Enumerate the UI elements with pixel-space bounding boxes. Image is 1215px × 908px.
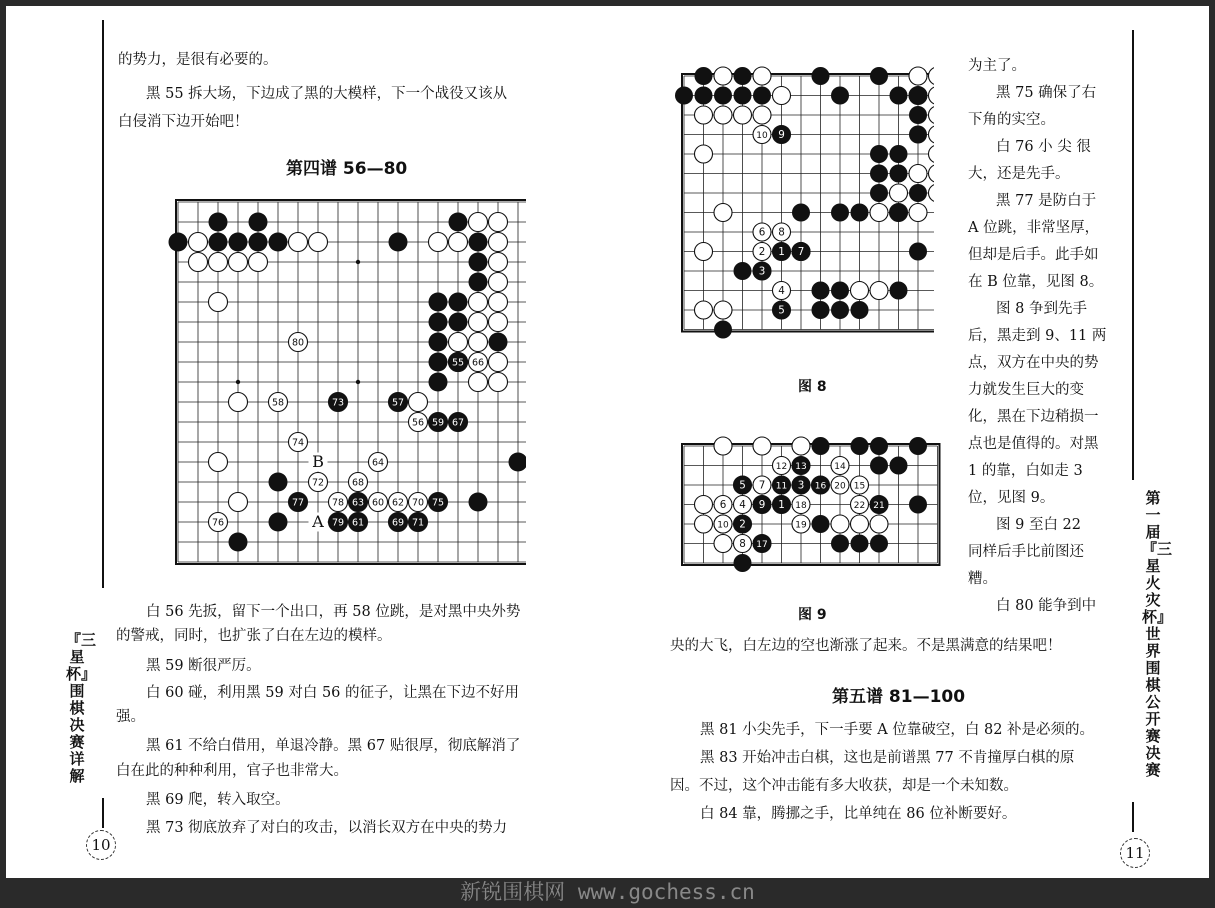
side-text-line: 糟。 (968, 571, 997, 587)
black-stone (169, 233, 188, 252)
black-stone (249, 233, 268, 252)
black-stone (890, 282, 908, 300)
right-margin-rule (1132, 30, 1134, 480)
black-stone (509, 453, 527, 472)
move-number-label: 5 (778, 304, 785, 317)
black-stone (734, 554, 752, 572)
black-stone (909, 87, 927, 105)
move-number-label: 71 (411, 517, 425, 529)
white-stone (909, 165, 927, 183)
move-number-label: 20 (834, 481, 846, 492)
left-intro-line-2: 黑 55 拆大场，下边成了黑的大模样，下一个战役又该从 (146, 86, 508, 102)
left-body-line-8: 黑 69 爬，转入取空。 (146, 792, 290, 808)
move-number-label: 8 (739, 537, 746, 550)
site-watermark: 新锐围棋网 www.gochess.cn (460, 880, 755, 904)
black-stone (909, 184, 927, 202)
left-margin-rule-lower (102, 798, 104, 828)
move-number-label: 66 (471, 357, 485, 369)
black-stone (812, 437, 830, 455)
white-stone (489, 373, 508, 392)
black-stone (890, 87, 908, 105)
right-body-line-2: 黑 83 开始冲击白棋，这也是前谱黑 77 不肯撞厚白棋的原 (700, 750, 1075, 766)
move-number-label: 1 (778, 245, 785, 258)
black-stone (695, 67, 713, 85)
side-text-line: 同样后手比前图还 (968, 544, 1084, 560)
white-stone (209, 293, 228, 312)
black-stone (714, 321, 732, 339)
white-stone (753, 437, 771, 455)
side-text-line: 图 8 争到先手 (996, 301, 1087, 317)
side-text-line: 黑 77 是防白于 (996, 193, 1097, 209)
black-stone (870, 67, 888, 85)
black-stone (812, 67, 830, 85)
move-number-label: 60 (371, 497, 385, 509)
side-text-line: 力就发生巨大的变 (968, 382, 1084, 398)
move-number-label: 22 (853, 500, 866, 511)
move-number-label: 67 (451, 417, 465, 429)
move-number-label: 61 (351, 517, 365, 529)
white-stone (289, 233, 308, 252)
side-text-line: 但却是后手。此手如 (968, 247, 1099, 263)
white-stone (469, 373, 488, 392)
white-stone (929, 87, 935, 105)
black-stone (870, 165, 888, 183)
right-running-header: 第一届『三星火灾杯』世界围棋公开赛决赛 (1142, 489, 1173, 779)
white-stone (409, 393, 428, 412)
white-stone (831, 515, 849, 533)
white-stone (489, 213, 508, 232)
right-body-line-1: 黑 81 小尖先手，下一手要 A 位靠破空，白 82 补是必须的。 (700, 722, 1095, 738)
side-text-line: 大，还是先手。 (968, 166, 1070, 182)
right-continuation-line: 央的大飞，白左边的空也渐涨了起来。不是黑满意的结果吧！ (670, 638, 1062, 654)
white-stone (929, 184, 935, 202)
white-stone (714, 535, 732, 553)
white-stone (714, 106, 732, 124)
white-stone (714, 301, 732, 319)
white-stone (469, 333, 488, 352)
black-stone (890, 204, 908, 222)
white-stone (229, 393, 248, 412)
move-number-label: 12 (775, 461, 788, 472)
move-number-label: 15 (853, 481, 866, 492)
move-number-label: 2 (739, 518, 746, 531)
white-stone (851, 282, 869, 300)
black-stone (870, 184, 888, 202)
left-section-title: 第四谱 56—80 (286, 159, 408, 179)
black-stone (812, 301, 830, 319)
black-stone (469, 493, 488, 512)
black-stone (449, 293, 468, 312)
left-page-number: 10 (86, 830, 116, 860)
black-stone (389, 233, 408, 252)
black-stone (269, 513, 288, 532)
white-stone (489, 313, 508, 332)
black-stone (449, 213, 468, 232)
move-number-label: 58 (271, 397, 285, 409)
left-margin-rule (102, 20, 104, 588)
right-body-line-4: 白 84 靠，腾挪之手，比单纯在 86 位补断要好。 (700, 806, 1017, 822)
white-stone (189, 253, 208, 272)
black-stone (812, 515, 830, 533)
move-number-label: 18 (795, 500, 807, 511)
white-stone (929, 106, 935, 124)
white-stone (695, 496, 713, 514)
white-stone (753, 67, 771, 85)
point-letter-label: A (312, 512, 324, 532)
white-stone (209, 453, 228, 472)
side-text-line: A 位跳，非常坚厚， (968, 220, 1100, 236)
move-number-label: 21 (873, 500, 885, 511)
black-stone (429, 353, 448, 372)
white-stone (714, 204, 732, 222)
black-stone (831, 535, 849, 553)
white-stone (489, 293, 508, 312)
move-number-label: 6 (719, 498, 727, 511)
black-stone (229, 533, 248, 552)
left-body-line-4: 白 60 碰，利用黑 59 对白 56 的征子，让黑在下边不好用 (146, 685, 520, 701)
move-number-label: 1 (778, 498, 785, 511)
move-number-label: 74 (291, 437, 305, 449)
white-stone (229, 253, 248, 272)
move-number-label: 64 (371, 457, 385, 469)
white-stone (429, 233, 448, 252)
white-stone (929, 126, 935, 144)
black-stone (269, 473, 288, 492)
white-stone (695, 243, 713, 261)
black-stone (831, 87, 849, 105)
move-number-label: 8 (778, 226, 785, 239)
white-stone (851, 515, 869, 533)
side-text-line: 为主了。 (968, 58, 1026, 74)
white-stone (734, 106, 752, 124)
left-body-line-7: 白在此的种种利用，官子也非常大。 (116, 763, 348, 779)
side-text-line: 化，黑在下边稍损一 (968, 409, 1099, 425)
white-stone (489, 233, 508, 252)
black-stone (269, 233, 288, 252)
black-stone (675, 87, 693, 105)
right-margin-rule-lower (1132, 802, 1134, 832)
move-number-label: 63 (351, 497, 365, 509)
star-point (356, 380, 360, 384)
white-stone (695, 515, 713, 533)
black-stone (695, 87, 713, 105)
white-stone (714, 437, 732, 455)
white-stone (773, 87, 791, 105)
move-number-label: 10 (717, 520, 729, 531)
white-stone (449, 233, 468, 252)
white-stone (870, 282, 888, 300)
white-stone (489, 253, 508, 272)
side-text-line: 白 80 能争到中 (996, 598, 1097, 614)
move-number-label: 78 (331, 497, 345, 509)
white-stone (792, 437, 810, 455)
move-number-label: 14 (834, 461, 846, 472)
black-stone (870, 457, 888, 475)
black-stone (429, 313, 448, 332)
side-text-line: 在 B 位靠，见图 8。 (968, 274, 1104, 290)
side-text-line: 图 9 至白 22 (996, 517, 1082, 533)
black-stone (209, 213, 228, 232)
side-text-line: 点也是值得的。对黑 (968, 436, 1099, 452)
move-number-label: 19 (795, 520, 807, 531)
move-number-label: 59 (431, 417, 445, 429)
side-text-line: 1 的靠，白如走 3 (968, 463, 1083, 479)
move-number-label: 69 (391, 517, 405, 529)
left-body-line-3: 黑 59 断很严厉。 (146, 658, 261, 674)
black-stone (851, 437, 869, 455)
move-number-label: 70 (411, 497, 425, 509)
black-stone (469, 253, 488, 272)
move-number-label: 13 (795, 461, 807, 472)
black-stone (870, 535, 888, 553)
move-number-label: 4 (739, 498, 746, 511)
black-stone (812, 282, 830, 300)
white-stone (469, 293, 488, 312)
white-stone (249, 253, 268, 272)
go-board-diagram-56-80 (166, 190, 526, 570)
black-stone (489, 333, 508, 352)
white-stone (929, 145, 935, 163)
black-stone (890, 165, 908, 183)
white-stone (929, 67, 935, 85)
black-stone (469, 273, 488, 292)
move-number-label: 5 (739, 479, 746, 492)
star-point (356, 260, 360, 264)
black-stone (831, 282, 849, 300)
black-stone (851, 535, 869, 553)
white-stone (890, 184, 908, 202)
black-stone (870, 437, 888, 455)
go-board-figure-9 (674, 436, 948, 576)
white-stone (870, 515, 888, 533)
white-stone (209, 253, 228, 272)
white-stone (909, 67, 927, 85)
move-number-label: 4 (778, 284, 785, 297)
side-text-line: 点，双方在中央的势 (968, 355, 1099, 371)
white-stone (189, 233, 208, 252)
move-number-label: 56 (411, 417, 425, 429)
move-number-label: 7 (797, 245, 805, 258)
black-stone (734, 67, 752, 85)
left-body-line-6: 黑 61 不给白借用，单退冷静。黑 67 贴很厚，彻底解消了 (146, 738, 521, 754)
right-section-title: 第五谱 81—100 (832, 687, 966, 707)
white-stone (695, 106, 713, 124)
white-stone (714, 67, 732, 85)
side-text-line: 黑 75 确保了右 (996, 85, 1097, 101)
black-stone (870, 145, 888, 163)
white-stone (489, 273, 508, 292)
move-number-label: 76 (211, 517, 225, 529)
black-stone (469, 233, 488, 252)
move-number-label: 55 (451, 357, 465, 369)
white-stone (870, 204, 888, 222)
move-number-label: 72 (311, 477, 325, 489)
side-text-line: 位，见图 9。 (968, 490, 1055, 506)
book-spread (6, 6, 1209, 878)
white-stone (229, 493, 248, 512)
black-stone (449, 313, 468, 332)
white-stone (929, 165, 935, 183)
black-stone (851, 204, 869, 222)
move-number-label: 9 (758, 498, 766, 511)
right-body-line-3: 因。不过，这个冲击能有多大收获，却是一个未知数。 (670, 778, 1018, 794)
black-stone (429, 373, 448, 392)
black-stone (909, 496, 927, 514)
move-number-label: 6 (758, 226, 766, 239)
move-number-label: 73 (331, 397, 345, 409)
white-stone (469, 213, 488, 232)
black-stone (209, 233, 228, 252)
left-body-line-5: 强。 (116, 709, 145, 725)
left-body-line-1: 白 56 先扳，留下一个出口，再 58 位跳，是对黑中央外势 (146, 604, 521, 620)
move-number-label: 77 (291, 497, 305, 509)
move-number-label: 75 (431, 497, 445, 509)
black-stone (734, 262, 752, 280)
go-board-figure-8 (674, 66, 934, 346)
move-number-label: 9 (778, 128, 785, 141)
move-number-label: 79 (331, 517, 345, 529)
black-stone (909, 126, 927, 144)
move-number-label: 11 (775, 481, 788, 492)
left-intro-line-1: 的势力，是很有必要的。 (118, 52, 278, 68)
white-stone (449, 333, 468, 352)
black-stone (831, 204, 849, 222)
side-text-line: 后，黑走到 9、11 两 (968, 328, 1107, 344)
black-stone (890, 145, 908, 163)
left-running-header: 『三星杯』围棋决赛详解 (66, 631, 97, 785)
black-stone (229, 233, 248, 252)
move-number-label: 10 (756, 130, 768, 141)
black-stone (890, 457, 908, 475)
black-stone (909, 437, 927, 455)
white-stone (309, 233, 328, 252)
move-number-label: 7 (758, 479, 766, 492)
black-stone (851, 301, 869, 319)
black-stone (429, 293, 448, 312)
left-intro-line-3: 白侵消下边开始吧！ (118, 114, 249, 130)
move-number-label: 57 (391, 397, 405, 409)
white-stone (695, 301, 713, 319)
white-stone (909, 204, 927, 222)
black-stone (909, 106, 927, 124)
black-stone (249, 213, 268, 232)
move-number-label: 3 (797, 479, 805, 492)
move-number-label: 62 (391, 497, 405, 509)
white-stone (695, 145, 713, 163)
left-body-line-2: 的警戒，同时，也扩张了白在左边的模样。 (116, 628, 392, 644)
side-text-line: 白 76 小 尖 很 (996, 139, 1091, 155)
white-stone (469, 313, 488, 332)
figure-9-caption: 图 9 (798, 607, 827, 623)
left-body-line-9: 黑 73 彻底放弃了对白的攻击，以消长双方在中央的势力 (146, 820, 508, 836)
move-number-label: 16 (814, 481, 827, 492)
move-number-label: 17 (756, 539, 768, 550)
black-stone (734, 87, 752, 105)
figure-8-caption: 图 8 (798, 379, 827, 395)
side-text-line: 下角的实空。 (968, 112, 1055, 128)
black-stone (753, 87, 771, 105)
black-stone (909, 243, 927, 261)
right-page-number: 11 (1120, 838, 1150, 868)
white-stone (489, 353, 508, 372)
move-number-label: 3 (758, 265, 766, 278)
move-number-label: 80 (291, 337, 305, 349)
black-stone (831, 301, 849, 319)
star-point (236, 380, 240, 384)
black-stone (792, 204, 810, 222)
black-stone (714, 87, 732, 105)
white-stone (753, 106, 771, 124)
move-number-label: 2 (758, 245, 766, 258)
black-stone (429, 333, 448, 352)
point-letter-label: B (312, 452, 324, 472)
move-number-label: 68 (351, 477, 365, 489)
